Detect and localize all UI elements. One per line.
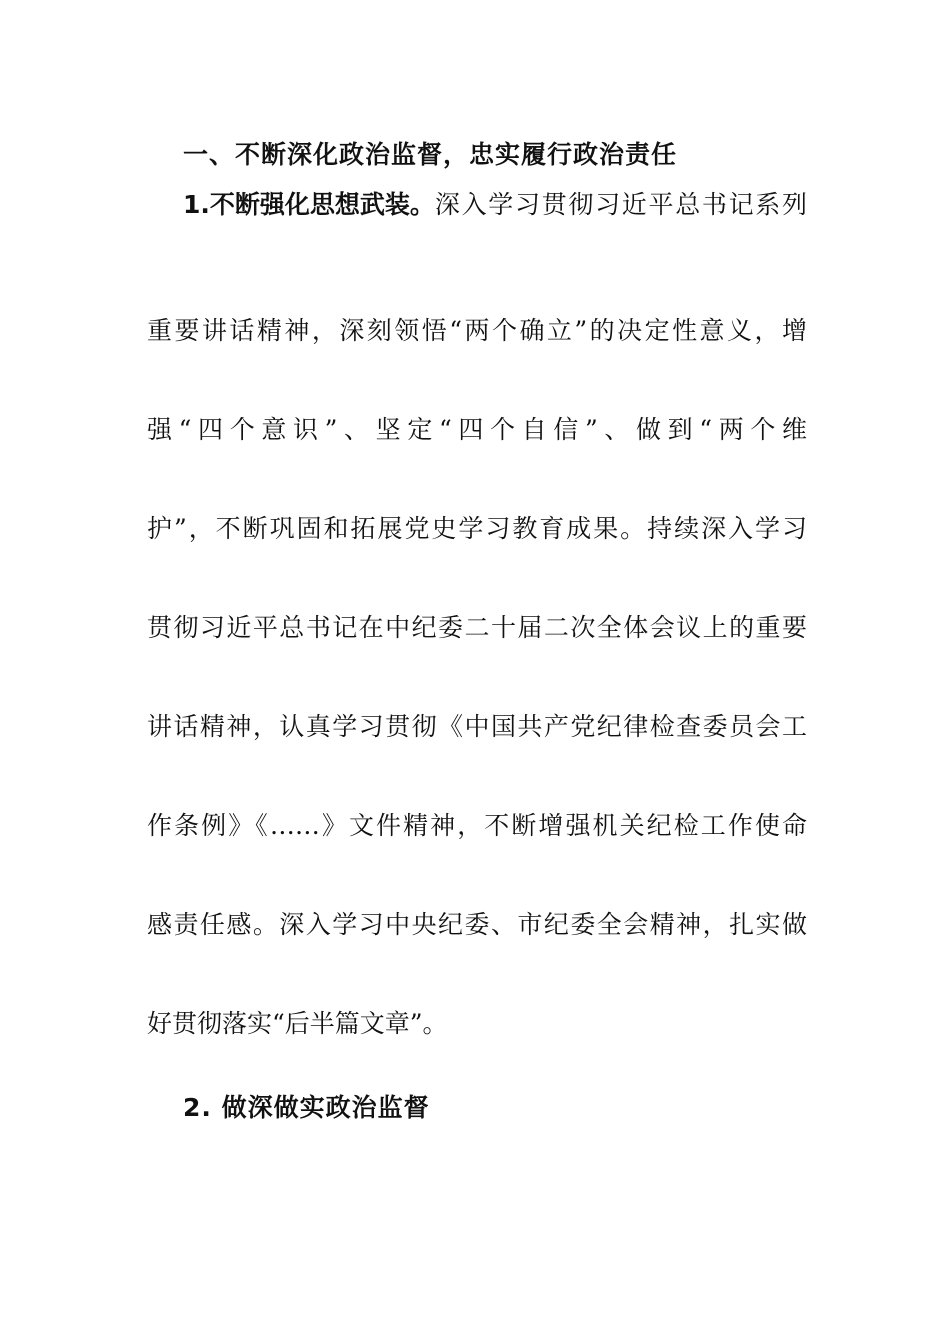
paragraph-line-5: 贯彻习近平总书记在中纪委二十届二次全体会议上的重要: [147, 613, 807, 642]
paragraph-line-3: 强“四个意识”、坚定“四个自信”、做到“两个维: [147, 415, 807, 444]
paragraph-line-6: 讲话精神，认真学习贯彻《中国共产党纪律检查委员会工: [147, 712, 807, 741]
paragraph-line-9: 好贯彻落实“后半篇文章”。: [147, 1009, 448, 1038]
section-heading-2: 2. 做深做实政治监督: [183, 1093, 430, 1122]
paragraph-line-4: 护”，不断巩固和拓展党史学习教育成果。持续深入学习: [147, 514, 807, 543]
paragraph-line-1: [147, 190, 807, 220]
paragraph-line-7: 作条例》《……》文件精神，不断增强机关纪检工作使命: [147, 811, 807, 840]
paragraph-line-2: 重要讲话精神，深刻领悟“两个确立”的决定性意义，增: [147, 316, 807, 345]
paragraph-lead: 1.不断强化思想武装。: [183, 190, 435, 219]
section-heading-1: 一、不断深化政治监督，忠实履行政治责任: [183, 140, 678, 169]
paragraph-text: 深入学习贯彻习近平总书记系列: [434, 190, 807, 219]
paragraph-line-8: 感责任感。深入学习中央纪委、市纪委全会精神，扎实做: [147, 910, 807, 939]
